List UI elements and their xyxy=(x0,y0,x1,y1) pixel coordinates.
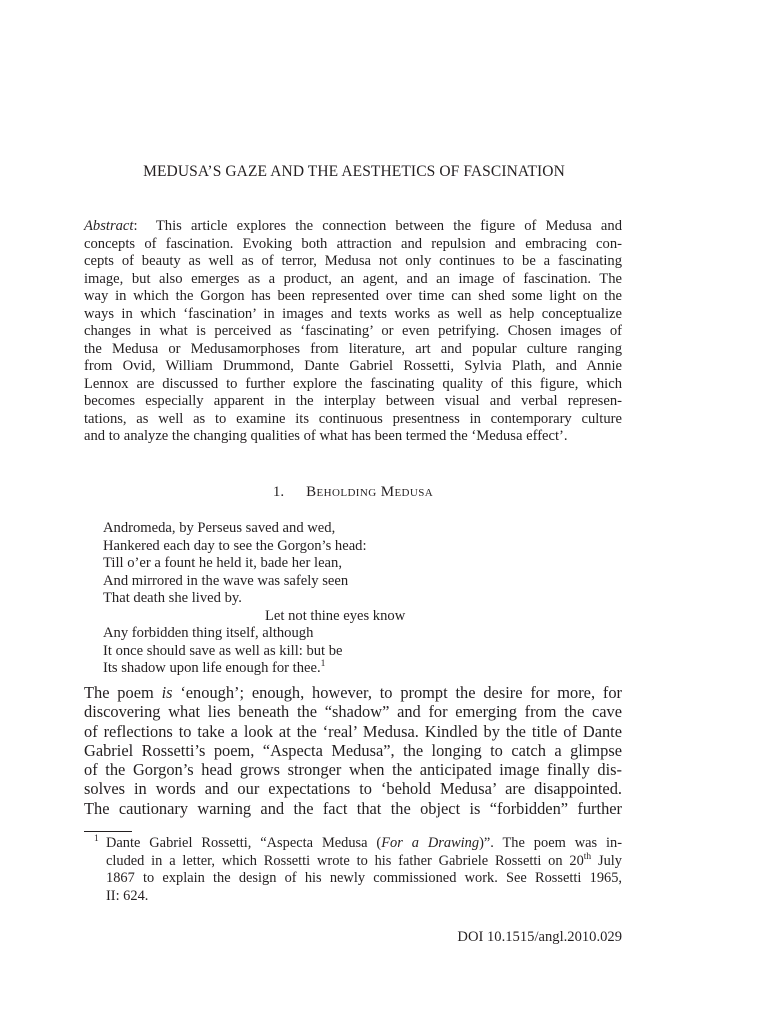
body-line: of reflections to take a look at the ‘real’ Medusa. Kindled by the title of Dante xyxy=(84,721,622,741)
abstract-line: changes in what is perceived as ‘fascinating’ or even petrifying. Chosen images of xyxy=(84,323,622,339)
body-line: Gabriel Rossetti’s poem, “Aspecta Medusa”, the longing to catch a glimpse xyxy=(84,740,622,760)
abstract-line: ways in which ‘fascination’ in images and texts works as well as help conceptualize xyxy=(84,305,622,322)
poem-line: Andromeda, by Perseus saved and wed, xyxy=(103,520,336,536)
body-paragraph xyxy=(84,683,622,818)
poem-line: And mirrored in the wave was safely seen xyxy=(103,572,349,589)
abstract-line: from Ovid, William Drummond, Dante Gabriel Rossetti, Sylvia Plath, and Annie xyxy=(84,358,622,374)
body-line: of the Gorgon’s head grows stronger when the anticipated image finally dis- xyxy=(84,760,622,780)
footnote-line: 1 Dante Gabriel Rossetti, “Aspecta Medusa (For a Drawing)”. The poem was in- xyxy=(94,834,623,851)
body-line: solves in words and our expectations to ‘behold Medusa’ are disappointed. xyxy=(84,779,622,799)
footnote-reference[interactable]: 1 xyxy=(320,659,326,670)
section-title: Beholding Medusa xyxy=(306,484,434,500)
abstract-line: cepts of beauty as well as of terror, Medusa not only continues to be a fascinating xyxy=(84,253,622,269)
poem-line: It once should save as well as kill: but be xyxy=(103,642,343,659)
footnote-line: 1867 to explain the design of his newly commissioned work. See Rossetti 1965, xyxy=(106,870,622,886)
poem-line: Any forbidden thing itself, although xyxy=(103,625,314,641)
abstract-line: Lennox are discussed to further explore the fascinating quality of this figure, which xyxy=(84,375,622,392)
abstract-separator: : xyxy=(133,218,138,234)
abstract-line: concepts of fascination. Evoking both attraction and repulsion and embracing con- xyxy=(84,235,622,252)
body-line: The poem is ‘enough’; enough, however, to prompt the desire for more, for xyxy=(84,683,622,702)
poem-line: Let not thine eyes know xyxy=(265,607,406,624)
doi-identifier[interactable]: DOI 10.1515/angl.2010.029 xyxy=(457,929,622,945)
poem-epigraph xyxy=(103,520,405,678)
poem-line: Till o’er a fount he held it, bade her lean, xyxy=(103,555,342,571)
abstract-line: image, but also emerges as a product, an agent, and an image of fascination. The xyxy=(84,270,622,287)
poem-line: That death she lived by. xyxy=(103,590,242,606)
article-title: MEDUSA’S GAZE AND THE AESTHETICS OF FASCINATION xyxy=(143,163,565,180)
section-heading xyxy=(84,482,622,502)
abstract-label: Abstract xyxy=(84,218,134,234)
section-number: 1. xyxy=(272,484,285,500)
footnote-line: II: 624. xyxy=(106,887,149,904)
body-line: The cautionary warning and the fact that the object is “forbidden” further xyxy=(84,798,622,818)
footnote-divider xyxy=(84,831,132,832)
emphasis: is xyxy=(161,683,173,702)
abstract-line: tations, as well as to examine its continuous presentness in contemporary culture xyxy=(84,410,622,427)
abstract-line: Abstract: This article explores the connection between the figure of Medusa and xyxy=(84,218,623,234)
footnote-line: cluded in a letter, which Rossetti wrote to his father Gabriele Rossetti on 20th July xyxy=(106,851,622,869)
abstract-line: becomes especially apparent in the interplay between visual and verbal represen- xyxy=(84,393,622,409)
poem-line: Hankered each day to see the Gorgon’s head: xyxy=(103,537,367,554)
abstract-line: way in which the Gorgon has been represented over time can shed some light on the xyxy=(84,288,622,304)
footnote xyxy=(84,835,622,905)
abstract-line: the Medusa or Medusamorphoses from literature, art and popular culture ranging xyxy=(84,340,622,357)
body-line: discovering what lies beneath the “shadow” and for emerging from the cave xyxy=(84,702,622,722)
abstract xyxy=(84,218,622,446)
poem-line: Its shadow upon life enough for thee.$^1$ xyxy=(103,659,326,676)
abstract-line: and to analyze the changing qualities of what has been termed the ‘Medusa effect’. xyxy=(84,428,568,444)
